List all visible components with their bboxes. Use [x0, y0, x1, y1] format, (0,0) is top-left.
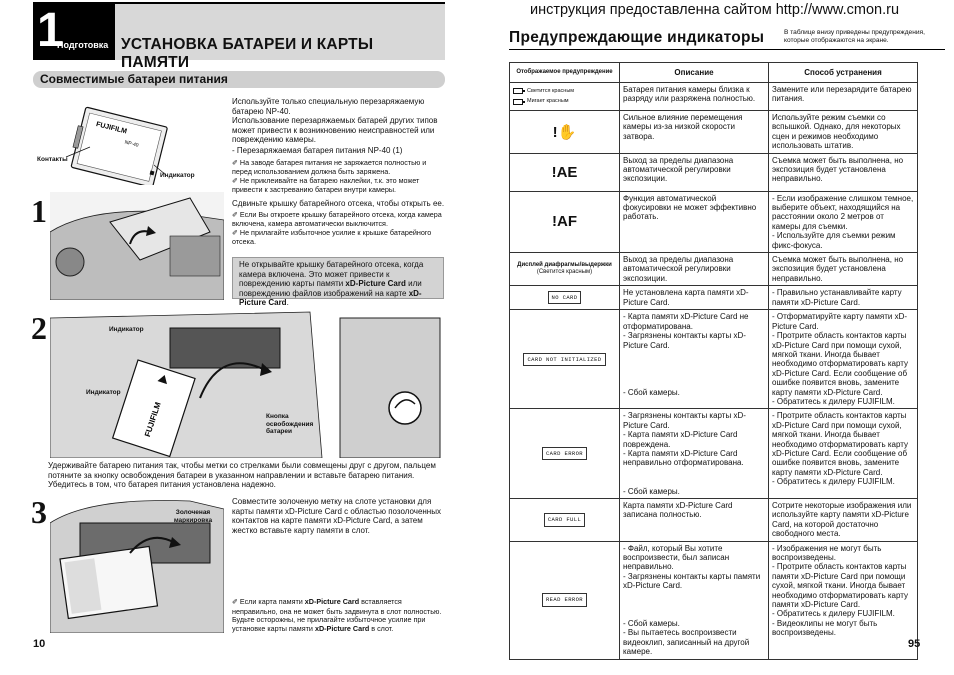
step3-text: Совместите золоченую метку на слоте установки для карты памяти xD-Picture Card с областью позолоченных контактов на карте памяти xD-Picture Card, а затем жестко вставьте карту памяти в слот.: [232, 497, 441, 535]
section-header: [33, 71, 445, 88]
display-cell: [510, 153, 620, 191]
lcd-message: CARD NOT INITIALIZED: [523, 353, 605, 366]
step2-text: Удерживайте батарею питания так, чтобы метки со стрелками были совмещены друг с другом, пальцем потяните за кнопку освобождения батареи в указанном направлении и вставьте батарею питания. Убедитесь в том, что батарея питания установлена надежно.: [48, 461, 436, 490]
remedy-cell: - Изображения не могут быть воспроизведены. - Протрите область контактов карты памяти xD-Picture Card при помощи сухой, мягкой ткани. Иногда бывает необходимо отформатировать карту памяти xD-Picture Card. - Обратитесь к дилеру FUJIFILM. - Видеоклипы не могут быть воспроизведены.: [769, 541, 918, 659]
description-cell: Не установлена карта памяти xD-Picture Card.: [620, 286, 769, 310]
table-row: [510, 409, 918, 499]
column-header-remedy: Способ устранения: [769, 63, 918, 83]
callout-release-button: Кнопка освобождения батареи: [266, 413, 314, 436]
remedy-cell: Съемка может быть выполнена, но экспозиция будет установлена неправильно.: [769, 153, 918, 191]
battery-indicator: [513, 87, 616, 96]
step1-note-1: ✐ Если Вы откроете крышку батарейного отсека, когда камера включена, камера автоматически выключится.: [232, 209, 442, 229]
chapter-title: УСТАНОВКА БАТАРЕИ И КАРТЫ ПАМЯТИ: [121, 36, 374, 71]
display-cell: [510, 541, 620, 659]
step-number-1: 1: [31, 193, 47, 229]
description-cell: - Загрязнены контакты карты xD-Picture Card. - Карта памяти xD-Picture Card повреждена. - Карта памяти xD-Picture Card неправильно отформатирована. - Сбой камеры.: [620, 409, 769, 499]
callout-indicator-2: Индикатор: [109, 326, 144, 333]
description-cell: Карта памяти xD-Picture Card записана полностью.: [620, 499, 769, 542]
display-cell: [510, 499, 620, 542]
display-cell: [510, 253, 620, 286]
battery-indicator-label: Светится красным: [527, 87, 575, 94]
battery-illustration: [36, 105, 226, 185]
lcd-message: NO CARD: [548, 291, 582, 304]
display-label: (Светится красным): [536, 269, 593, 276]
page-number-left: 10: [33, 638, 46, 650]
battery-indicator: [513, 97, 616, 106]
lcd-message: CARD FULL: [544, 513, 585, 526]
lcd-message: READ ERROR: [542, 593, 587, 606]
table-row: [510, 541, 918, 659]
intro-line-3: - Перезаряжаемая батарея питания NP-40 (1): [232, 145, 403, 155]
display-cell: [510, 83, 620, 111]
note-icon: ✐: [232, 177, 238, 185]
warning-symbol: !AF: [552, 213, 577, 231]
chapter-badge: [33, 2, 115, 60]
description-cell: Сильное влияние перемещения камеры из-за низкой скорости затвора.: [620, 111, 769, 154]
callout-indicator-3: Индикатор: [86, 389, 121, 396]
chapter-number: 1: [37, 4, 64, 57]
callout-indicator: Индикатор: [160, 172, 195, 179]
table-row: [510, 499, 918, 542]
intro-line-1: Используйте только специальную перезаряжаемую батарею NP-40.: [232, 97, 425, 116]
remedy-cell: - Протрите область контактов карты xD-Picture Card при помощи сухой, мягкой ткани. Иногда бывает необходимо отформатировать карту xD-Picture Card. Если сообщение об ошибке появится вновь, замените карту памяти xD-Picture Card. - Обратитесь к дилеру FUJIFILM.: [769, 409, 918, 499]
description-cell: Выход за пределы диапазона автоматической регулировки экспозиции.: [620, 253, 769, 286]
warning-symbol: !AE: [551, 163, 578, 181]
step3-note: ✐ Если карта памяти xD-Picture Card вставляется неправильно, она не может быть задвинута в слот полностью. Будьте осторожны, не прилагайте избыточное усилие при установке карты памяти xD-Picture Card в слот.: [232, 597, 442, 633]
description-cell: Батарея питания камеры близка к разряду или разряжена полностью.: [620, 83, 769, 111]
step1-illustration: [50, 192, 224, 300]
callout-gold-mark: Золоченая маркировка: [173, 509, 213, 524]
svg-text:NP-40: NP-40: [123, 139, 140, 149]
table-header-row: [510, 63, 918, 83]
display-cell: [510, 191, 620, 252]
note-icon: ✐: [232, 211, 238, 219]
page-title: Предупреждающие индикаторы: [509, 29, 765, 46]
warning-table: [509, 62, 921, 660]
battery-icon: [513, 99, 523, 105]
remedy-cell: Съемка может быть выполнена, но экспозиция будет установлена неправильно.: [769, 253, 918, 286]
page-number-right: 95: [908, 638, 921, 650]
note-icon: ✐: [232, 159, 238, 167]
step1-note-2: ✐ Не прилагайте избыточное усилие к крышке батарейного отсека.: [232, 227, 432, 247]
chapter-header: [33, 2, 445, 71]
table-row: [510, 111, 918, 154]
description-cell: - Карта памяти xD-Picture Card не отформатирована. - Загрязнены контакты карты xD-Picture Card. - Сбой камеры.: [620, 310, 769, 409]
note-icon: ✐: [232, 599, 238, 606]
intro-note-1: ✐ На заводе батарея питания не заряжается полностью и перед использованием должна быть заряжена.: [232, 157, 427, 177]
warning-box: Не открывайте крышку батарейного отсека, когда камера включена. Это может привести к повреждению карты памяти xD-Picture Card или повреждению файлов изображений на карте xD-Picture Card.: [232, 257, 444, 299]
display-cell: [510, 310, 620, 409]
table-row: [510, 83, 918, 111]
remedy-cell: - Если изображение слишком темное, выберите объект, находящийся на расстоянии около 2 метров от камеры для съемки. - Используйте для съемки режим фикс-фокуса.: [769, 191, 918, 252]
table-row: [510, 153, 918, 191]
description-cell: Функция автоматической фокусировки не может эффективно работать.: [620, 191, 769, 252]
display-cell: [510, 286, 620, 310]
svg-text:FUJIFILM: FUJIFILM: [142, 400, 163, 439]
remedy-cell: Сотрите некоторые изображения или используйте карту памяти xD-Picture Card, на которой достаточно свободного места.: [769, 499, 918, 542]
remedy-cell: - Правильно устанавливайте карту памяти xD-Picture Card.: [769, 286, 918, 310]
note-icon: ✐: [232, 229, 238, 237]
lcd-message: CARD ERROR: [542, 447, 587, 460]
step1-text-block: [232, 199, 446, 247]
remedy-cell: Используйте режим съемки со вспышкой. Однако, для некоторых сцен и режимов необходимо использовать штатив.: [769, 111, 918, 154]
display-label: Дисплей диафрагмы/выдержки: [517, 262, 612, 269]
display-cell: [510, 409, 620, 499]
step-number-3: 3: [31, 494, 47, 530]
battery-icon: [513, 88, 523, 94]
intro-block: [232, 97, 446, 195]
table-row: [510, 286, 918, 310]
title-rule: [509, 49, 945, 50]
remedy-cell: Замените или перезарядите батарею питания.: [769, 83, 918, 111]
warning-symbol: !✋: [552, 123, 577, 141]
remedy-cell: - Отформатируйте карту памяти xD-Picture Card. - Протрите область контактов карты xD-Picture Card при помощи сухой, мягкой ткани. Иногда бывает необходимо отформатировать карту xD-Picture Card. Если сообщение об ошибке появится вновь, замените карту памяти xD-Picture Card. - Обратитесь к дилеру FUJIFILM.: [769, 310, 918, 409]
site-note: инструкция предоставленна сайтом http://www.cmon.ru: [530, 2, 900, 18]
description-cell: - Файл, который Вы хотите воспроизвести, был записан неправильно. - Загрязнены контакты карты памяти xD-Picture Card. - Сбой камеры. - Вы пытаетесь воспроизвести видеоклип, записанный на другой камере.: [620, 541, 769, 659]
battery-indicator-label: Мигает красным: [527, 98, 569, 104]
table-row: [510, 310, 918, 409]
display-cell: [510, 111, 620, 154]
intro-line-2: Использование перезаряжаемых батарей других типов может привести к возникновению неисправностей или повреждению камеры.: [232, 116, 438, 145]
callout-contacts: Контакты: [37, 156, 68, 163]
section-title: Совместимые батареи питания: [40, 72, 228, 86]
description-cell: Выход за пределы диапазона автоматической регулировки экспозиции.: [620, 153, 769, 191]
step-number-2: 2: [31, 310, 47, 346]
table-row: [510, 253, 918, 286]
table-row: [510, 191, 918, 252]
column-header-display: Отображаемое предупреждение: [510, 63, 620, 83]
step1-text: Сдвиньте крышку батарейного отсека, чтобы открыть ее.: [232, 199, 445, 208]
svg-text:FUJIFILM: FUJIFILM: [95, 121, 128, 136]
chapter-title-box: [115, 2, 445, 71]
column-header-description: Описание: [620, 63, 769, 83]
chapter-label: Подготовка: [57, 40, 109, 50]
page-subtitle: В таблице внизу приведены предупреждения, которые отображаются на экране.: [784, 29, 925, 44]
intro-note-2: ✐ Не приклеивайте на батарею наклейки, т.к. это может привести к застреванию батареи внутри камеры.: [232, 175, 420, 195]
